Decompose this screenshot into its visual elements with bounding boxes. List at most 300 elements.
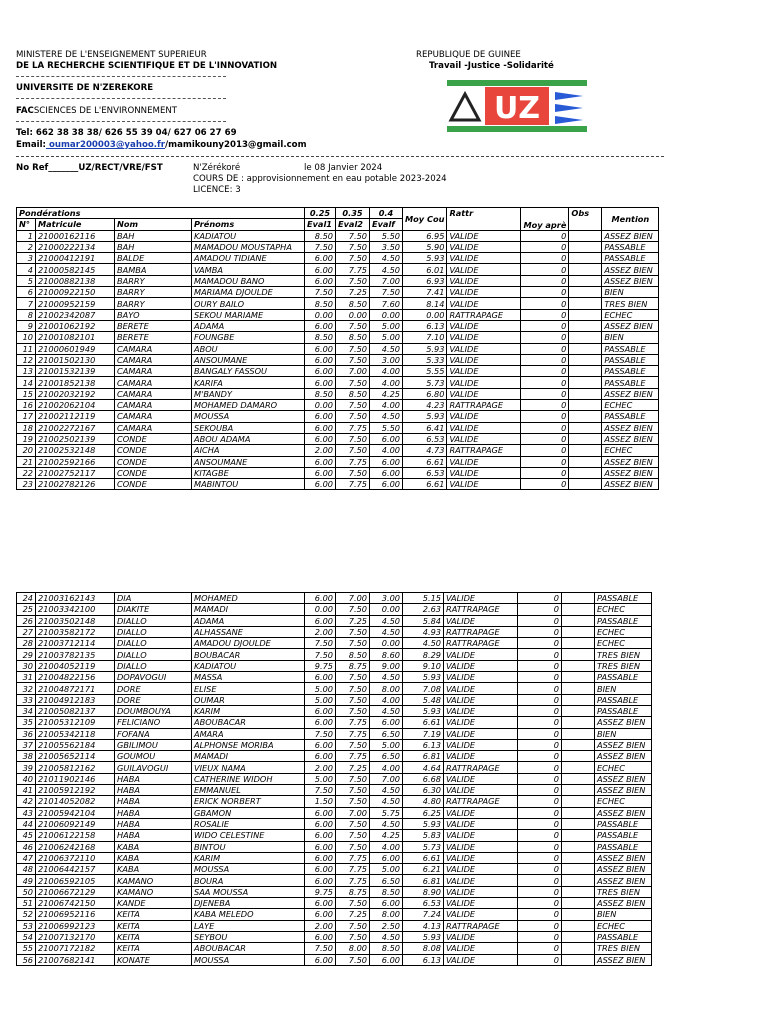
cell-evalf: 0.00 [370,638,403,649]
cell-nom: DIALLO [115,626,192,637]
cell-nom: DIAKITE [115,604,192,615]
cell-eval2: 7.50 [336,275,370,286]
table-row [17,954,652,965]
cell-moyenne: 5.73 [403,377,447,388]
cell-rattrapage: VALIDE [444,909,518,920]
cell-row-number: 25 [17,604,36,615]
cell-nom: CONDE [115,433,192,444]
cell-prenoms: AICHA [192,445,305,456]
cell-eval2: 8.50 [336,332,370,343]
cell-nom: KABA [115,841,192,852]
cell-eval1: 6.00 [305,253,336,264]
cell-matricule: 21002782126 [36,479,115,490]
cell-eval1: 7.50 [305,785,336,796]
cell-eval2: 7.50 [336,841,370,852]
cell-matricule: 21002272167 [36,422,115,433]
cell-nom: CONDE [115,445,192,456]
table-row [17,660,652,671]
cell-moy-apres: 0 [521,400,569,411]
cell-nom: BARRY [115,275,192,286]
cell-nom: GOUMOU [115,751,192,762]
cell-evalf: 4.00 [370,400,403,411]
cell-evalf: 6.50 [370,875,403,886]
header-divider [16,156,664,157]
cell-mention: PASSABLE [595,694,652,705]
cell-moyenne: 7.19 [403,728,444,739]
cell-obs [569,298,602,309]
col-obs: Obs [569,208,602,231]
cell-matricule: 21005942104 [36,807,115,818]
cell-eval1: 6.00 [305,467,336,478]
reference-number: No Ref_______UZ/RECT/VRE/FST [16,163,163,173]
cell-moy-apres: 0 [521,354,569,365]
cell-eval2: 7.75 [336,864,370,875]
cell-matricule: 21006592105 [36,875,115,886]
cell-eval1: 8.50 [305,230,336,241]
cell-row-number: 31 [17,672,36,683]
cell-mention: ASSEZ BIEN [595,739,652,750]
cell-evalf: 8.50 [370,886,403,897]
cell-row-number: 44 [17,818,36,829]
cell-nom: DIALLO [115,638,192,649]
table-row [17,943,652,954]
cell-mention: ASSEZ BIEN [602,230,659,241]
cell-evalf: 4.00 [370,366,403,377]
table-row [17,253,659,264]
cell-moyenne: 5.73 [403,841,444,852]
cell-prenoms: ELISE [192,683,305,694]
table-row [17,354,659,365]
cell-mention: ASSEZ BIEN [595,852,652,863]
cell-moy-apres: 0 [521,309,569,320]
cell-prenoms: MAMADI [192,604,305,615]
cell-eval2: 7.50 [336,445,370,456]
cell-nom: BAYO [115,309,192,320]
table-row [17,864,652,875]
cell-eval2: 7.25 [336,287,370,298]
cell-eval1: 2.00 [305,762,336,773]
cell-rattrapage: VALIDE [447,467,521,478]
cell-row-number: 23 [17,479,36,490]
cell-moy-apres: 0 [518,728,562,739]
cell-obs [569,400,602,411]
cell-matricule: 21000952159 [36,298,115,309]
table-row [17,230,659,241]
cell-obs [562,739,595,750]
cell-moyenne: 4.23 [403,400,447,411]
divider [16,76,226,77]
cell-eval1: 6.00 [305,864,336,875]
cell-moy-apres: 0 [521,467,569,478]
cell-eval1: 6.00 [305,751,336,762]
cell-moy-apres: 0 [518,909,562,920]
cell-nom: DOUMBOUYA [115,705,192,716]
cell-eval2: 7.75 [336,422,370,433]
cell-prenoms: DJENEBA [192,898,305,909]
table-row [17,920,652,931]
cell-prenoms: ANSOUMANE [192,354,305,365]
cell-eval1: 6.00 [305,818,336,829]
cell-obs [569,230,602,241]
cell-prenoms: EMMANUEL [192,785,305,796]
cell-matricule: 21006952116 [36,909,115,920]
cell-eval2: 7.50 [336,354,370,365]
cell-eval2: 7.50 [336,241,370,252]
cell-row-number: 11 [17,343,36,354]
cell-prenoms: SEKOUBA [192,422,305,433]
cell-obs [569,264,602,275]
cell-nom: KANDE [115,898,192,909]
cell-prenoms: ADAMA [192,615,305,626]
cell-moyenne: 4.64 [403,762,444,773]
cell-evalf: 6.00 [370,479,403,490]
cell-moyenne: 5.93 [403,705,444,716]
cell-eval1: 0.00 [305,400,336,411]
cell-nom: BARRY [115,287,192,298]
cell-rattrapage: VALIDE [444,739,518,750]
cell-eval2: 7.00 [336,593,370,604]
cell-rattrapage: VALIDE [447,456,521,467]
cell-moyenne: 5.33 [403,354,447,365]
cell-matricule: 21006442157 [36,864,115,875]
cell-prenoms: MOUSSA [192,411,305,422]
table-row [17,467,659,478]
cell-prenoms: MASSA [192,672,305,683]
cell-moyenne: 7.08 [403,683,444,694]
cell-mention: PASSABLE [595,931,652,942]
cell-eval2: 7.50 [336,694,370,705]
cell-evalf: 5.00 [370,864,403,875]
cell-moy-apres: 0 [518,593,562,604]
cell-eval2: 7.50 [336,773,370,784]
cell-obs [569,287,602,298]
cell-row-number: 43 [17,807,36,818]
cell-moy-apres: 0 [518,796,562,807]
cell-nom: DIALLO [115,649,192,660]
cell-moyenne: 6.93 [403,275,447,286]
cell-eval2: 8.50 [336,298,370,309]
cell-prenoms: M'BANDY [192,388,305,399]
cell-matricule: 21005312109 [36,717,115,728]
cell-eval1: 6.00 [305,705,336,716]
cell-eval1: 6.00 [305,377,336,388]
cell-obs [562,954,595,965]
cell-row-number: 49 [17,875,36,886]
cell-moyenne: 8.29 [403,649,444,660]
cell-moy-apres: 0 [518,762,562,773]
cell-mention: ASSEZ BIEN [595,864,652,875]
cell-eval1: 5.00 [305,773,336,784]
cell-eval1: 2.00 [305,920,336,931]
cell-eval2: 7.50 [336,796,370,807]
cell-moyenne: 5.84 [403,615,444,626]
cell-moy-apres: 0 [521,264,569,275]
cell-mention: PASSABLE [595,830,652,841]
cell-mention: ECHEC [595,626,652,637]
cell-eval2: 7.00 [336,366,370,377]
cell-mention: ECHEC [602,309,659,320]
cell-moy-apres: 0 [518,818,562,829]
cell-matricule: 21004912183 [36,694,115,705]
table-row [17,400,659,411]
cell-nom: CAMARA [115,411,192,422]
cell-evalf: 9.00 [370,660,403,671]
cell-row-number: 32 [17,683,36,694]
cell-moyenne: 6.81 [403,751,444,762]
cell-matricule: 21014052082 [36,796,115,807]
grades-table-part1 [16,207,659,490]
cell-eval1: 6.00 [305,875,336,886]
cell-prenoms: MOUSSA [192,954,305,965]
ministry-line1: MINISTERE DE L'ENSEIGNEMENT SUPERIEUR [16,50,207,60]
cell-obs [569,241,602,252]
cell-rattrapage: VALIDE [444,931,518,942]
cell-prenoms: VIEUX NAMA [192,762,305,773]
cell-prenoms: ABOUBACAR [192,943,305,954]
cell-mention: ASSEZ BIEN [602,388,659,399]
cell-moyenne: 6.68 [403,773,444,784]
ponderations-label: Pondérations [17,208,305,219]
cell-matricule: 21002752117 [36,467,115,478]
grades-body-part2 [17,593,652,966]
cell-evalf: 4.50 [370,672,403,683]
cell-nom: HABA [115,785,192,796]
cell-mention: ASSEZ BIEN [595,954,652,965]
cell-mention: TRES BIEN [595,649,652,660]
table-row [17,762,652,773]
table-row [17,694,652,705]
cell-row-number: 56 [17,954,36,965]
cell-nom: CAMARA [115,354,192,365]
cell-nom: HABA [115,807,192,818]
cell-matricule: 21005562184 [36,739,115,750]
cell-nom: CAMARA [115,400,192,411]
cell-rattrapage: VALIDE [444,672,518,683]
cell-obs [562,638,595,649]
cell-eval1: 6.00 [305,830,336,841]
cell-row-number: 41 [17,785,36,796]
republic-title: REPUBLIQUE DE GUINEE [416,50,521,60]
cell-rattrapage: VALIDE [447,253,521,264]
cell-moy-apres: 0 [521,388,569,399]
table-row [17,445,659,456]
cell-rattrapage: VALIDE [447,411,521,422]
cell-evalf: 8.00 [370,909,403,920]
email-link[interactable]: oumar200003@yahoo.fr [45,140,165,150]
cell-eval2: 7.50 [336,739,370,750]
table-row [17,241,659,252]
cell-rattrapage: VALIDE [444,751,518,762]
table-row [17,604,652,615]
cell-eval1: 7.50 [305,649,336,660]
cell-obs [562,796,595,807]
cell-matricule: 21002032192 [36,388,115,399]
cell-eval2: 7.50 [336,818,370,829]
cell-nom: KAMANO [115,886,192,897]
table-row [17,332,659,343]
cell-evalf: 4.50 [370,785,403,796]
cell-nom: FOFANA [115,728,192,739]
cell-rattrapage: RATTRAPAGE [444,762,518,773]
cell-evalf: 6.50 [370,728,403,739]
cell-prenoms: KADIATOU [192,660,305,671]
cell-rattrapage: RATTRAPAGE [447,445,521,456]
cell-moy-apres: 0 [521,479,569,490]
cell-evalf: 5.50 [370,230,403,241]
cell-prenoms: SAA MOUSSA [192,886,305,897]
table-row [17,264,659,275]
cell-moy-apres: 0 [521,433,569,444]
cell-moyenne: 6.30 [403,785,444,796]
cell-matricule: 21006242168 [36,841,115,852]
cell-prenoms: SEKOU MARIAME [192,309,305,320]
cell-obs [562,931,595,942]
cell-row-number: 24 [17,593,36,604]
cell-obs [562,762,595,773]
cell-matricule: 21006742150 [36,898,115,909]
cell-eval1: 6.00 [305,354,336,365]
cell-eval1: 6.00 [305,852,336,863]
cell-mention: PASSABLE [602,366,659,377]
cell-rattrapage: VALIDE [444,886,518,897]
cell-rattrapage: VALIDE [447,230,521,241]
cell-obs [562,751,595,762]
cell-eval1: 9.75 [305,886,336,897]
cell-evalf: 5.50 [370,422,403,433]
cell-rattrapage: RATTRAPAGE [444,626,518,637]
cell-mention: PASSABLE [595,593,652,604]
cell-prenoms: KARIM [192,705,305,716]
cell-matricule: 21006372110 [36,852,115,863]
cell-obs [569,388,602,399]
cell-rattrapage: VALIDE [447,298,521,309]
cell-moy-apres: 0 [518,717,562,728]
cell-evalf: 5.00 [370,739,403,750]
table-row [17,456,659,467]
cell-moyenne: 5.90 [403,241,447,252]
cell-evalf: 3.50 [370,241,403,252]
cell-eval1: 6.00 [305,672,336,683]
table-row [17,388,659,399]
cell-matricule: 21006092149 [36,818,115,829]
cell-mention: ASSEZ BIEN [602,479,659,490]
email-line [16,140,307,150]
table-row [17,875,652,886]
col-moy: Moy Cou [403,208,447,231]
cell-mention: PASSABLE [602,411,659,422]
cell-obs [569,253,602,264]
cell-moy-apres: 0 [518,683,562,694]
cell-matricule: 21005652114 [36,751,115,762]
cell-mention: PASSABLE [602,354,659,365]
cell-eval2: 8.75 [336,660,370,671]
cell-evalf: 4.00 [370,694,403,705]
cell-prenoms: KABA MELEDO [192,909,305,920]
table-row [17,751,652,762]
cell-rattrapage: VALIDE [447,343,521,354]
cell-moyenne: 5.93 [403,931,444,942]
cell-evalf: 4.50 [370,615,403,626]
cell-row-number: 8 [17,309,36,320]
cell-matricule: 21007172182 [36,943,115,954]
cell-matricule: 21003582172 [36,626,115,637]
cell-eval2: 7.75 [336,751,370,762]
cell-moy-apres: 0 [518,931,562,942]
col-moy-apres: Moy aprè [521,208,569,231]
cell-obs [562,660,595,671]
cell-moy-apres: 0 [521,411,569,422]
cell-mention: BIEN [595,909,652,920]
cell-moy-apres: 0 [521,366,569,377]
cell-evalf: 6.00 [370,456,403,467]
cell-evalf: 7.60 [370,298,403,309]
cell-evalf: 5.75 [370,807,403,818]
cell-eval2: 8.50 [336,649,370,660]
cell-rattrapage: RATTRAPAGE [444,796,518,807]
cell-row-number: 26 [17,615,36,626]
cell-nom: CAMARA [115,377,192,388]
cell-mention: ASSEZ BIEN [595,785,652,796]
cell-moy-apres: 0 [521,241,569,252]
cell-evalf: 4.00 [370,762,403,773]
cell-prenoms: SEYBOU [192,931,305,942]
cell-obs [562,943,595,954]
cell-nom: BARRY [115,298,192,309]
cell-eval1: 6.00 [305,739,336,750]
cell-row-number: 6 [17,287,36,298]
cell-moy-apres: 0 [518,830,562,841]
cell-matricule: 21003162143 [36,593,115,604]
table-row [17,638,652,649]
cell-eval1: 6.00 [305,717,336,728]
cell-moy-apres: 0 [521,332,569,343]
table-row [17,683,652,694]
cell-mention: ASSEZ BIEN [602,433,659,444]
cell-row-number: 37 [17,739,36,750]
cell-rattrapage: VALIDE [447,388,521,399]
cell-moyenne: 7.24 [403,909,444,920]
cell-prenoms: AMARA [192,728,305,739]
cell-evalf: 6.00 [370,717,403,728]
cell-matricule: 21001082101 [36,332,115,343]
cell-rattrapage: VALIDE [444,615,518,626]
cell-nom: CONDE [115,456,192,467]
cell-rattrapage: VALIDE [444,705,518,716]
cell-evalf: 3.00 [370,354,403,365]
cell-prenoms: ABOU [192,343,305,354]
cell-evalf: 6.50 [370,751,403,762]
cell-row-number: 18 [17,422,36,433]
cell-obs [562,852,595,863]
cell-moy-apres: 0 [518,943,562,954]
cell-row-number: 7 [17,298,36,309]
cell-matricule: 21000222134 [36,241,115,252]
cell-rattrapage: VALIDE [444,649,518,660]
cell-mention: ECHEC [595,604,652,615]
cell-evalf: 4.50 [370,818,403,829]
cell-rattrapage: VALIDE [444,852,518,863]
cell-mention: ASSEZ BIEN [602,422,659,433]
cell-prenoms: MOHAMED [192,593,305,604]
table-row [17,649,652,660]
cell-nom: KEITA [115,931,192,942]
cell-prenoms: ERICK NORBERT [192,796,305,807]
cell-obs [562,683,595,694]
cell-rattrapage: VALIDE [447,366,521,377]
cell-moy-apres: 0 [518,886,562,897]
cell-rattrapage: VALIDE [444,841,518,852]
cell-mention: TRES BIEN [595,886,652,897]
